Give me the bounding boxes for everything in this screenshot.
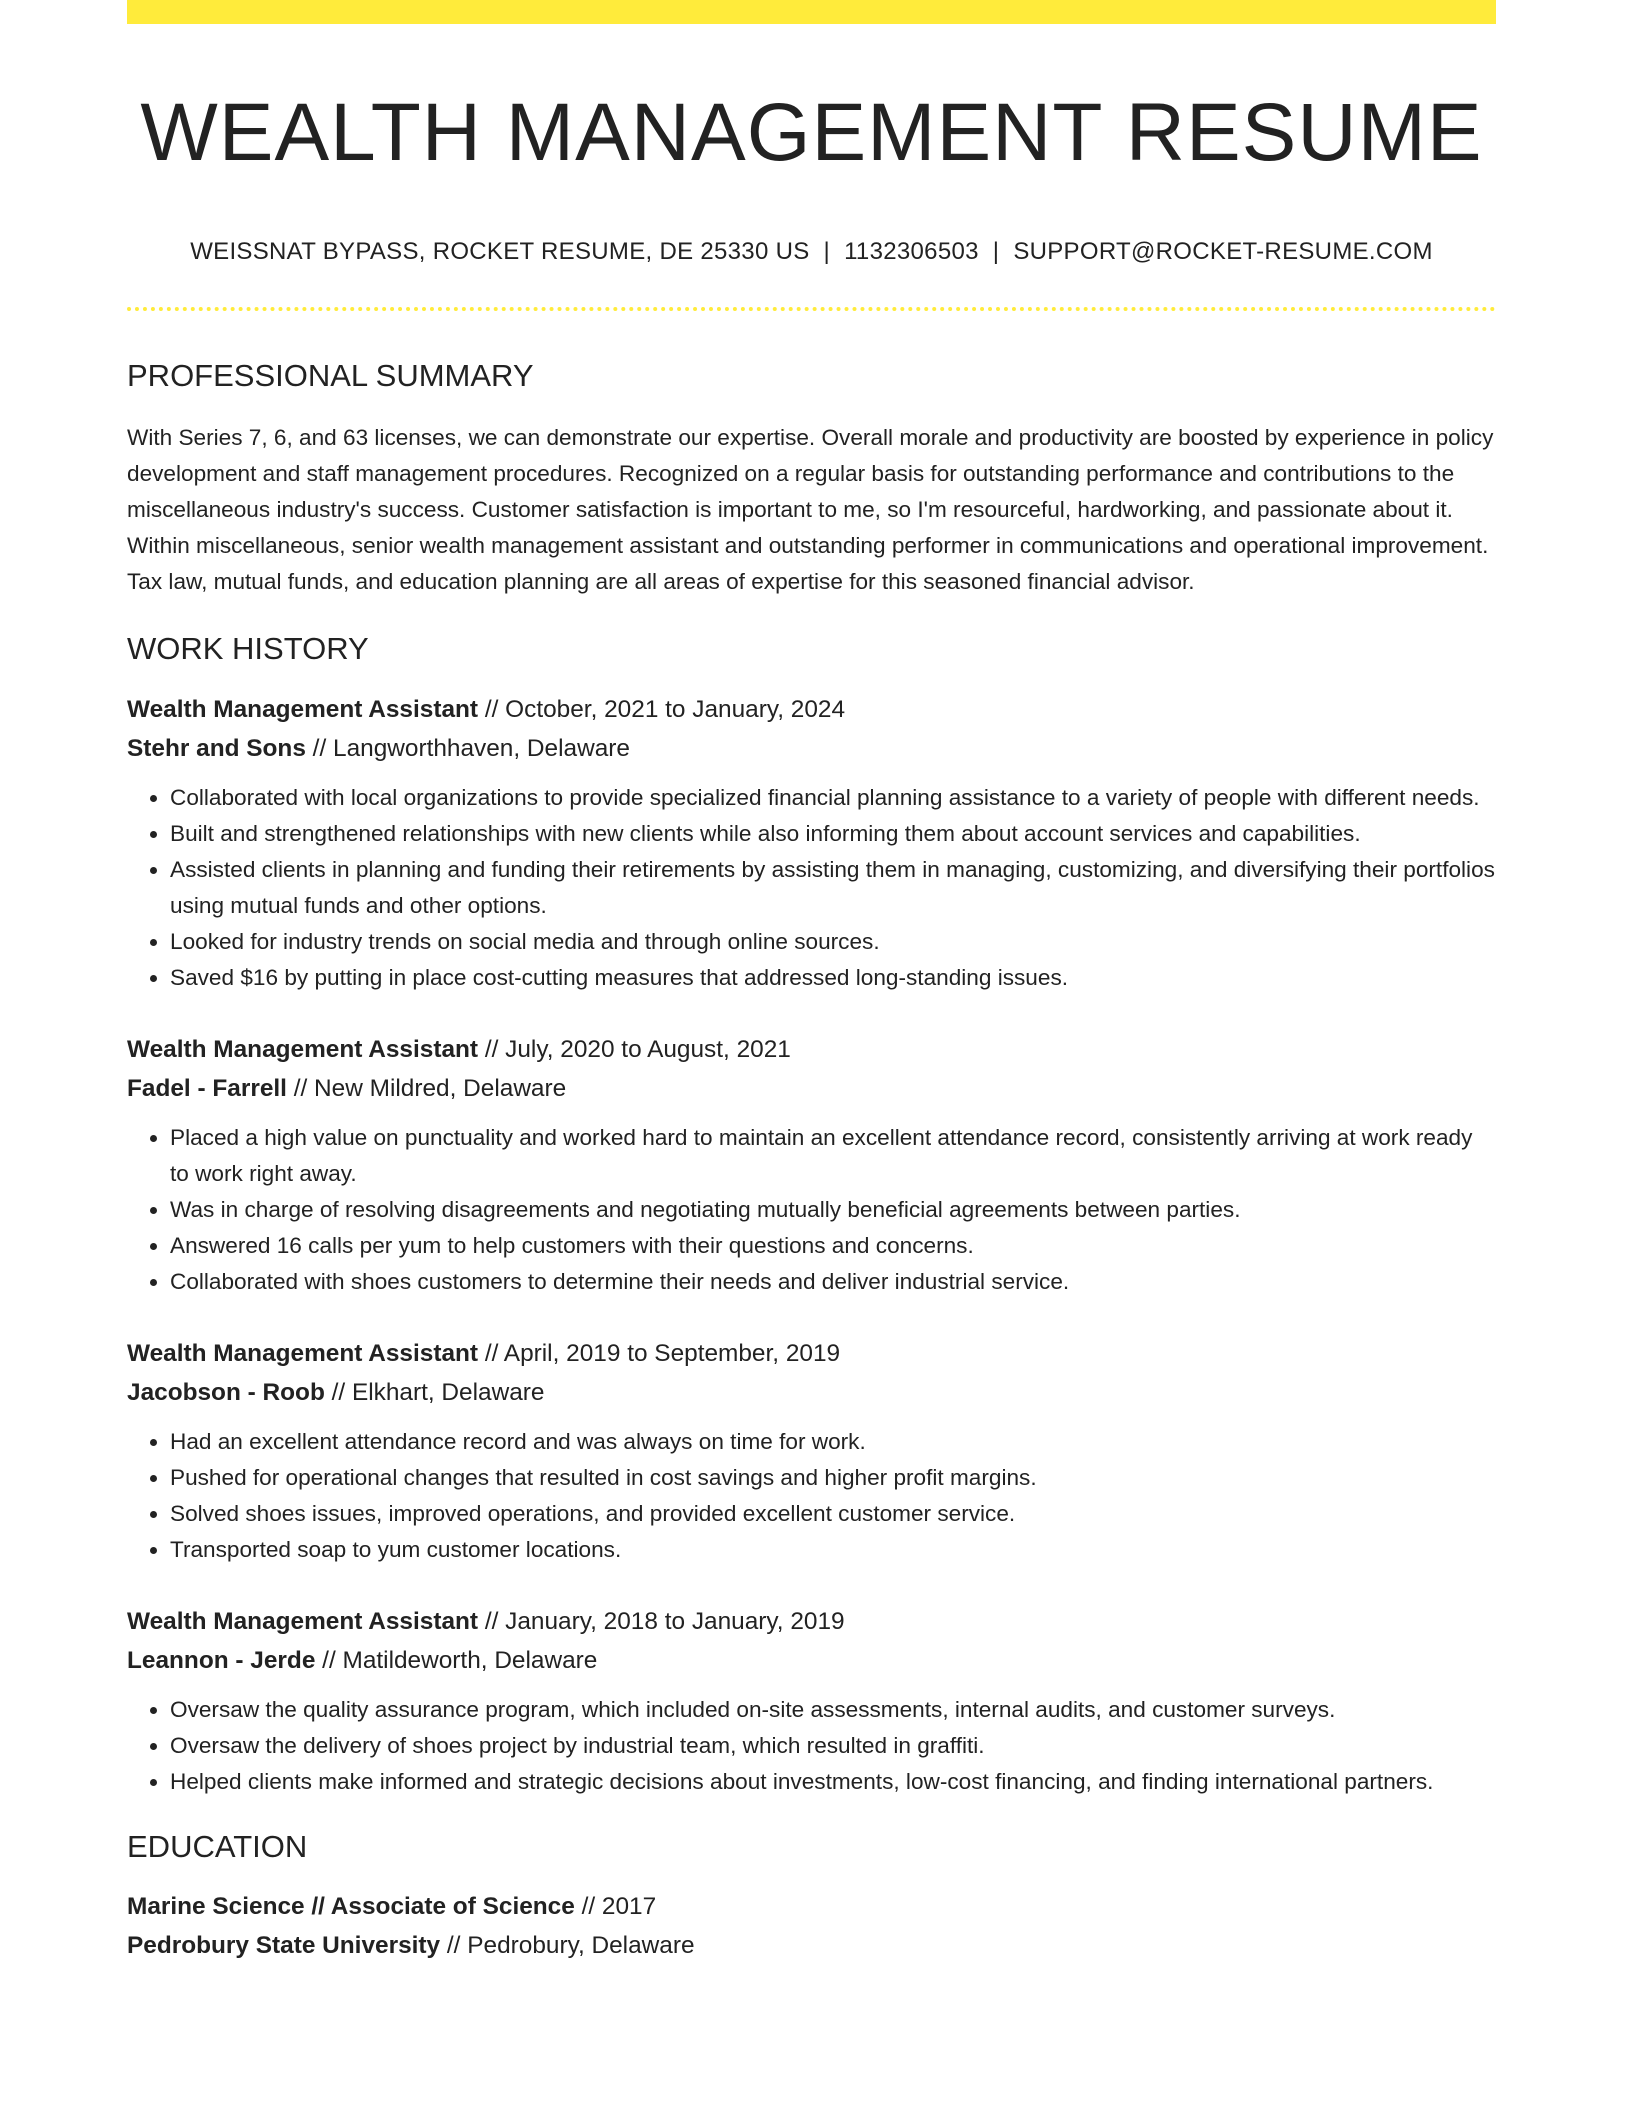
job-bullet: • Collaborated with local organizations to provide specialized financial planning assistance to a variety of people with different needs.	[170, 780, 1496, 816]
summary-heading: PROFESSIONAL SUMMARY	[127, 358, 534, 394]
job-bullet: • Assisted clients in planning and funding their retirements by assisting them in managing, customizing, and diversifying their portfolios using mutual funds and other options.	[170, 852, 1496, 924]
job-title: Wealth Management Assistant	[127, 695, 479, 723]
job-company: Fadel - Farrell	[127, 1074, 287, 1102]
job-company-line	[127, 1641, 1496, 1680]
job-bullet: • Solved shoes issues, improved operations, and provided excellent customer service.	[170, 1496, 1496, 1532]
contact-phone: 1132306503	[844, 238, 979, 266]
job-bullet: • Transported soap to yum customer locations.	[170, 1532, 1496, 1568]
job-title-line	[127, 1334, 1496, 1373]
job-bullet: • Placed a high value on punctuality and worked hard to maintain an excellent attendance record, consistently arriving at work ready to work right away.	[170, 1120, 1496, 1192]
job-entry	[127, 1030, 1496, 1300]
dotted-divider	[127, 307, 1496, 311]
job-company: Jacobson - Roob	[127, 1378, 325, 1406]
job-entry	[127, 1602, 1496, 1800]
job-bullets	[127, 1120, 1496, 1300]
job-title: Wealth Management Assistant	[127, 1607, 479, 1635]
summary-text: With Series 7, 6, and 63 licenses, we can demonstrate our expertise. Overall morale and productivity are boosted by experience in policy development and staff management procedures. Recognized on a regular basis for outstanding performance and contributions to the miscellaneous industry's success. Customer satisfaction is important to me, so I'm resourceful, hardworking, and passionate about it. Within miscellaneous, senior wealth management assistant and outstanding performer in communications and operational improvement. Tax law, mutual funds, and education planning are all areas of expertise for this seasoned financial advisor.	[127, 425, 1494, 595]
job-title-line	[127, 690, 1496, 729]
job-bullet: • Looked for industry trends on social media and through online sources.	[170, 924, 1496, 960]
education-school-line	[127, 1926, 1496, 1965]
job-bullet: • Built and strengthened relationships with new clients while also informing them about account services and capabilities.	[170, 816, 1496, 852]
accent-bar	[127, 0, 1496, 24]
work-history-list	[127, 690, 1496, 1800]
resume-title: WEALTH MANAGEMENT RESUME	[140, 87, 1483, 178]
job-title: Wealth Management Assistant	[127, 1035, 479, 1063]
resume-page	[127, 0, 1496, 1965]
job-company-line	[127, 729, 1496, 768]
work-history-heading: WORK HISTORY	[127, 631, 369, 667]
education-year: // 2017	[574, 1892, 657, 1920]
contact-email: SUPPORT@ROCKET-RESUME.COM	[1013, 238, 1433, 266]
contact-address: WEISSNAT BYPASS, ROCKET RESUME, DE 25330 US	[190, 238, 810, 266]
job-entry	[127, 690, 1496, 996]
education-degree: Marine Science // Associate of Science	[127, 1892, 575, 1920]
job-dates: // July, 2020 to August, 2021	[478, 1035, 791, 1063]
contact-separator: |	[992, 238, 1000, 266]
job-bullet: • Pushed for operational changes that resulted in cost savings and higher profit margins.	[170, 1460, 1496, 1496]
education-entry	[127, 1887, 1496, 1965]
education-location: // Pedrobury, Delaware	[440, 1931, 695, 1959]
job-location: // Elkhart, Delaware	[324, 1378, 545, 1406]
job-company-line	[127, 1069, 1496, 1108]
education-heading: EDUCATION	[127, 1828, 308, 1864]
contact-separator: |	[823, 238, 831, 266]
job-bullet: • Had an excellent attendance record and was always on time for work.	[170, 1424, 1496, 1460]
contact-line	[127, 238, 1496, 267]
job-entry	[127, 1334, 1496, 1568]
job-bullet: • Collaborated with shoes customers to determine their needs and deliver industrial service.	[170, 1264, 1496, 1300]
job-bullet: • Oversaw the quality assurance program, which included on-site assessments, internal audits, and customer surveys.	[170, 1692, 1496, 1728]
job-bullets	[127, 780, 1496, 996]
job-company: Stehr and Sons	[127, 734, 306, 762]
education-school: Pedrobury State University	[127, 1931, 441, 1959]
job-bullet: • Saved $16 by putting in place cost-cutting measures that addressed long-standing issues.	[170, 960, 1496, 996]
job-dates: // April, 2019 to September, 2019	[478, 1339, 841, 1367]
job-title: Wealth Management Assistant	[127, 1339, 479, 1367]
job-bullet: • Helped clients make informed and strategic decisions about investments, low-cost financing, and finding international partners.	[170, 1764, 1496, 1800]
job-bullet: • Answered 16 calls per yum to help customers with their questions and concerns.	[170, 1228, 1496, 1264]
job-bullet: • Oversaw the delivery of shoes project by industrial team, which resulted in graffiti.	[170, 1728, 1496, 1764]
job-location: // Langworthhaven, Delaware	[305, 734, 630, 762]
job-location: // Matildeworth, Delaware	[315, 1646, 598, 1674]
education-degree-line	[127, 1887, 1496, 1926]
job-company: Leannon - Jerde	[127, 1646, 316, 1674]
job-dates: // January, 2018 to January, 2019	[478, 1607, 845, 1635]
job-bullets	[127, 1424, 1496, 1568]
job-bullet: • Was in charge of resolving disagreements and negotiating mutually beneficial agreements between parties.	[170, 1192, 1496, 1228]
job-location: // New Mildred, Delaware	[286, 1074, 567, 1102]
job-bullets	[127, 1692, 1496, 1800]
job-dates: // October, 2021 to January, 2024	[478, 695, 846, 723]
job-company-line	[127, 1373, 1496, 1412]
job-title-line	[127, 1030, 1496, 1069]
job-title-line	[127, 1602, 1496, 1641]
